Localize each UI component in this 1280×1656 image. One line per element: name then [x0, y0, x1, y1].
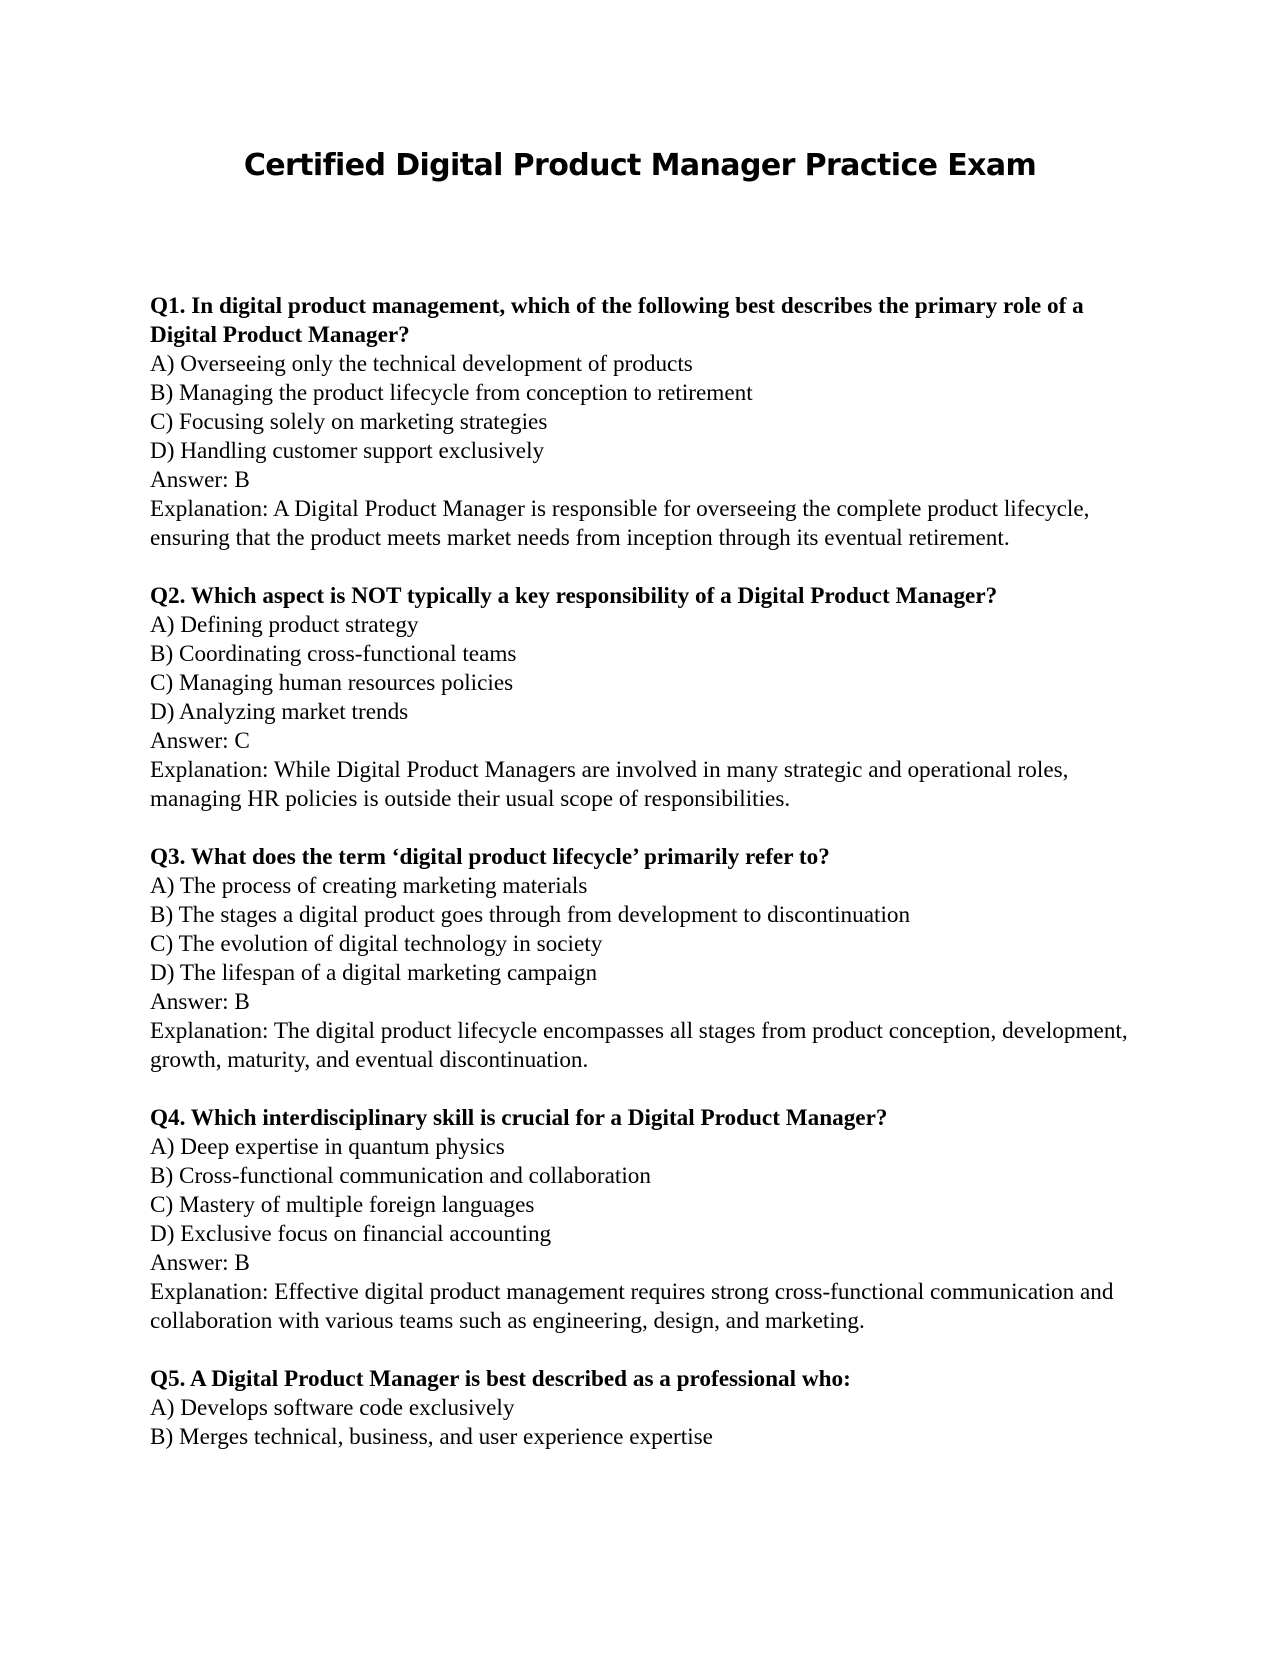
- option-b: B) Merges technical, business, and user experience expertise: [150, 1424, 713, 1450]
- answer-text: Answer: B: [150, 1250, 250, 1276]
- option-a: A) Overseeing only the technical development of products: [150, 351, 693, 377]
- option-c: C) Managing human resources policies: [150, 670, 514, 696]
- explanation-text: Explanation: Effective digital product management requires strong cross-functional communication and collaboration with various teams such as engineering, design, and marketing.: [150, 1279, 1114, 1334]
- question-block-3: [150, 843, 1150, 1075]
- question-text: Q4. Which interdisciplinary skill is crucial for a Digital Product Manager?: [150, 1105, 888, 1131]
- question-text: Q1. In digital product management, which of the following best describes the primary role of a Digital Product Manager?: [150, 293, 1084, 348]
- option-d: D) The lifespan of a digital marketing campaign: [150, 960, 598, 986]
- option-d: D) Handling customer support exclusively: [150, 438, 545, 464]
- question-block-1: [150, 292, 1150, 553]
- page-title: Certified Digital Product Manager Practice Exam: [243, 148, 1037, 183]
- option-b: B) The stages a digital product goes through from development to discontinuation: [150, 902, 911, 928]
- option-b: B) Managing the product lifecycle from conception to retirement: [150, 380, 753, 406]
- option-a: A) Deep expertise in quantum physics: [150, 1134, 505, 1160]
- answer-text: Answer: C: [150, 728, 250, 754]
- explanation-text: Explanation: The digital product lifecycle encompasses all stages from product conception, development, growth, maturity, and eventual discontinuation.: [150, 1018, 1128, 1073]
- question-block-2: [150, 582, 1150, 814]
- option-a: A) Develops software code exclusively: [150, 1395, 515, 1421]
- option-c: C) Focusing solely on marketing strategies: [150, 409, 548, 435]
- question-text: Q3. What does the term ‘digital product lifecycle’ primarily refer to?: [150, 844, 830, 870]
- option-c: C) Mastery of multiple foreign languages: [150, 1192, 535, 1218]
- option-d: D) Exclusive focus on financial accounting: [150, 1221, 552, 1247]
- option-a: A) Defining product strategy: [150, 612, 419, 638]
- option-d: D) Analyzing market trends: [150, 699, 409, 725]
- question-block-4: [150, 1104, 1150, 1336]
- question-list: [150, 292, 1150, 1481]
- option-a: A) The process of creating marketing materials: [150, 873, 588, 899]
- answer-text: Answer: B: [150, 989, 250, 1015]
- explanation-text: Explanation: While Digital Product Managers are involved in many strategic and operational roles, managing HR policies is outside their usual scope of responsibilities.: [150, 757, 1069, 812]
- option-b: B) Cross-functional communication and collaboration: [150, 1163, 651, 1189]
- option-b: B) Coordinating cross-functional teams: [150, 641, 517, 667]
- question-text: Q5. A Digital Product Manager is best described as a professional who:: [150, 1366, 851, 1392]
- question-text: Q2. Which aspect is NOT typically a key responsibility of a Digital Product Manager?: [150, 583, 998, 609]
- question-block-5: [150, 1365, 1150, 1452]
- explanation-text: Explanation: A Digital Product Manager is responsible for overseeing the complete product lifecycle, ensuring that the product meets market needs from inception through its eventual retirement.: [150, 496, 1090, 551]
- answer-text: Answer: B: [150, 467, 250, 493]
- option-c: C) The evolution of digital technology in society: [150, 931, 603, 957]
